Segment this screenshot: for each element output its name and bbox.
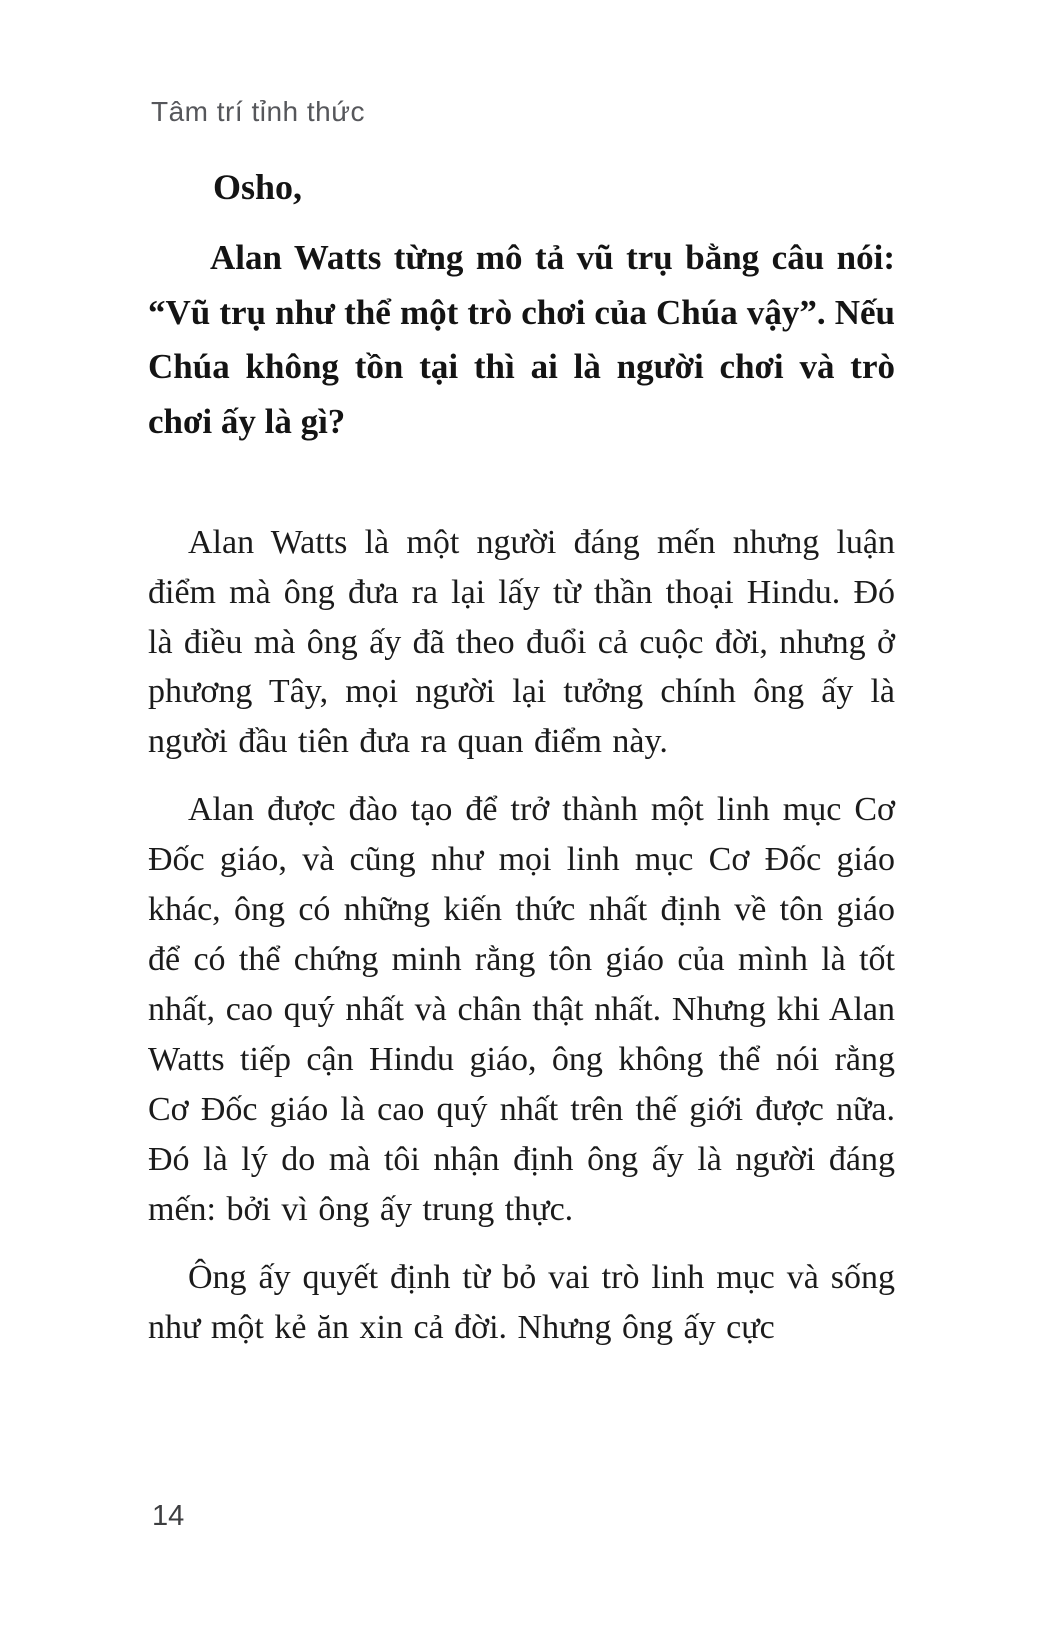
page-number: 14 [152,1500,185,1532]
running-header: Tâm trí tỉnh thức [151,96,365,127]
body-paragraph-3: Ông ấy quyết định từ bỏ vai trò linh mục và sống như một kẻ ăn xin cả đời. Nhưng ông ấy cực [148,1259,895,1347]
question-paragraph: Alan Watts từng mô tả vũ trụ bằng câu nói: “Vũ trụ như thể một trò chơi của Chúa vậy”. Nếu Chúa không tồn tại thì ai là người chơi và trò chơi ấy là gì? [148,238,895,441]
salutation: Osho, [213,167,303,207]
body-paragraph-1: Alan Watts là một người đáng mến nhưng luận điểm mà ông đưa ra lại lấy từ thần thoại Hindu. Đó là điều mà ông ấy đã theo đuổi cả cuộc đời, nhưng ở phương Tây, mọi người lại tưởng chính ông ấy là người đầu tiên đưa ra quan điểm này. [148,523,895,761]
text-block [148,166,895,1371]
body-paragraph-2: Alan được đào tạo để trở thành một linh mục Cơ Đốc giáo, và cũng như mọi linh mục Cơ Đốc giáo khác, ông có những kiến thức nhất định về tôn giáo để có thể chứng minh rằng tôn giáo của mình là tốt nhất, cao quý nhất và chân thật nhất. Nhưng khi Alan Watts tiếp cận Hindu giáo, ông không thể nói rằng Cơ Đốc giáo là cao quý nhất trên thế giới được nữa. Đó là lý do mà tôi nhận định ông ấy là người đáng mến: bởi vì ông ấy trung thực. [148,791,895,1229]
